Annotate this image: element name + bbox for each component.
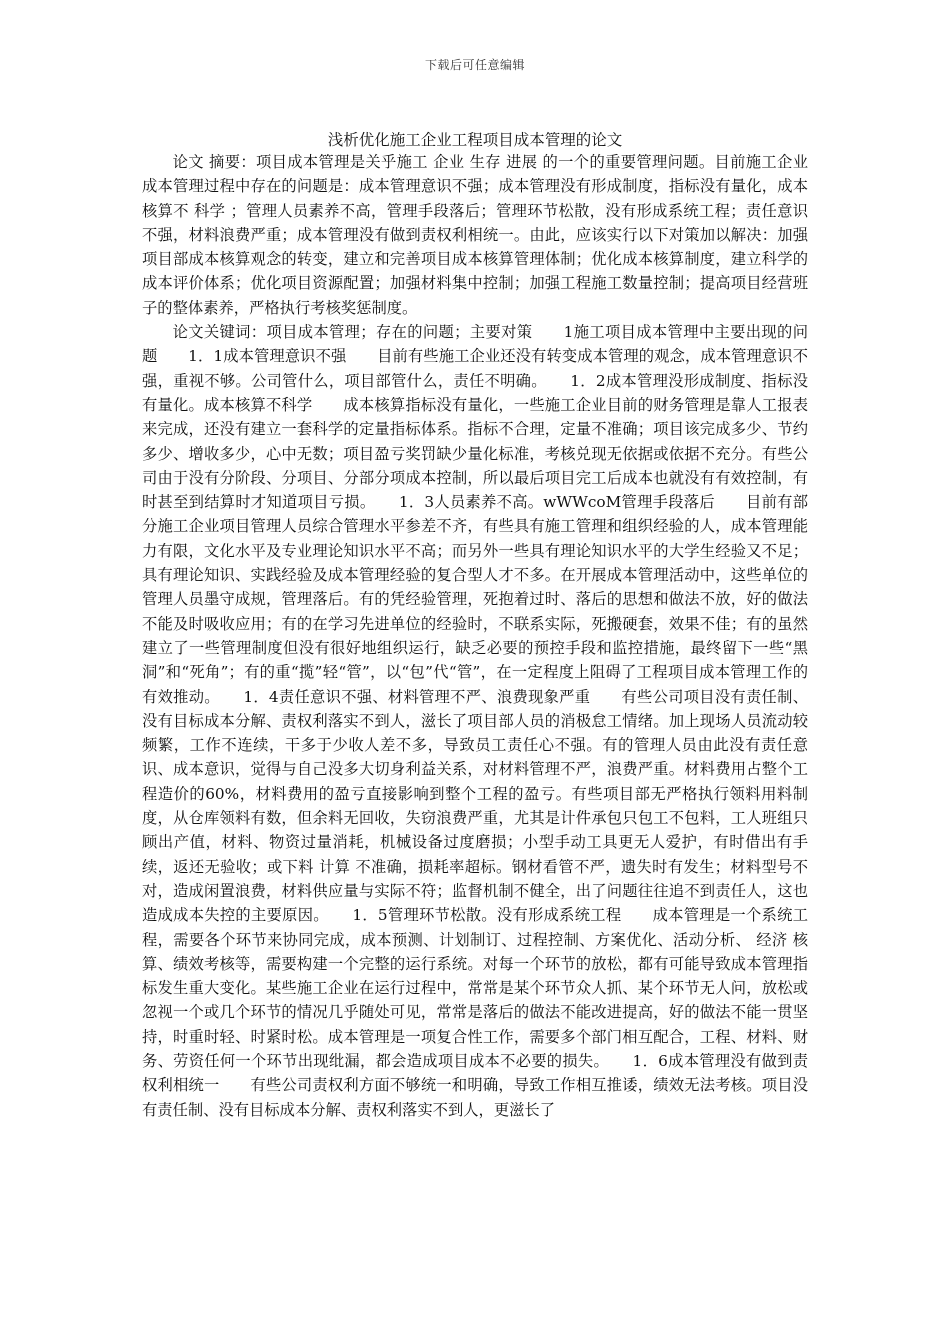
header-note: 下载后可任意编辑 — [424, 58, 525, 72]
document-body — [142, 150, 808, 1122]
abstract-paragraph: 论文 摘要：项目成本管理是关乎施工 企业 生存 进展 的一个的重要管理问题。目前施工企业成本管理过程中存在的问题是：成本管理意识不强；成本管理没有形成制度，指标没有量化，成本核算不 科学 ；管理人员素养不高，管理手段落后；管理环节松散，没有形成系统工程；责任意识不强，材料浪费严重；成本管理没有做到责权利相统一。由此，应该实行以下对策加以解决：加强项目部成本核算观念的转变，建立和完善项目成本核算管理体制；优化成本核算制度，建立科学的成本评价体系；优化项目资源配置；加强材料集中控制；加强工程施工数量控制；提高项目经营班子的整体素养，严格执行考核奖惩制度。 — [142, 153, 808, 317]
document-title: 浅析优化施工企业工程项目成本管理的论文 — [327, 131, 623, 149]
main-paragraph: 论文关键词：项目成本管理；存在的问题；主要对策 1施工项目成本管理中主要出现的问题 1．1成本管理意识不强 目前有些施工企业还没有转变成本管理的观念，成本管理意识不强，重视不够。公司管什么，项目部管什么，责任不明确。 1．2成本管理没形成制度、指标没有量化。成本核算不科学 成本核算指标没有量化，一些施工企业目前的财务管理是靠人工报表来完成，还没有建立一套科学的定量指标体系。指标不合理，定量不准确；项目该完成多少、节约多少、增收多少，心中无数；项目盈亏奖罚缺少量化标准，考核兑现无依据或依据不充分。有些公司由于没有分阶段、分项目、分部分项成本控制，所以最后项目完工后成本也就没有有效控制，有时甚至到结算时才知道项目亏损。 1．3人员素养不高。wWWcoM管理手段落后 目前有部分施工企业项目管理人员综合管理水平参差不齐，有些具有施工管理和组织经验的人，成本管理能力有限，文化水平及专业理论知识水平不高；而另外一些具有理论知识水平的大学生经验又不足；具有理论知识、实践经验及成本管理经验的复合型人才不多。在开展成本管理活动中，这些单位的管理人员墨守成规，管理落后。有的凭经验管理，死抱着过时、落后的思想和做法不放，好的做法不能及时吸收应用；有的在学习先进单位的经验时，不联系实际，死搬硬套，效果不佳；有的虽然建立了一些管理制度但没有很好地组织运行，缺乏必要的预控手段和监控措施，最终留下一些“黑洞”和“死角”；有的重“揽”轻“管”，以“包”代“管”，在一定程度上阻碍了工程项目成本管理工作的有效推动。 1．4责任意识不强、材料管理不严、浪费现象严重 有些公司项目没有责任制、没有目标成本分解、责权利落实不到人，滋长了项目部人员的消极怠工情绪。加上现场人员流动较频繁，工作不连续，干多于少收人差不多，导致员工责任心不强。有的管理人员由此没有责任意识、成本意识，觉得与自己没多大切身利益关系，对材料管理不严，浪费严重。材料费用占整个工程造价的60%，材料费用的盈亏直接影响到整个工程的盈亏。有些项目部无严格执行领料用料制度，从仓库领料有数，但余料无回收，失窃浪费严重，尤其是计件承包只包工不包料，工人班组只顾出产值，材料、物资过量消耗，机械设备过度磨损；小型手动工具更无人爱护，有时借出有手续，返还无验收；或下料 计算 不准确，损耗率超标。钢材看管不严，遗失时有发生；材料型号不对，造成闲置浪费，材料供应量与实际不符；监督机制不健全，出了问题往往追不到责任人，这也造成成本失控的主要原因。 1．5管理环节松散。没有形成系统工程 成本管理是一个系统工程，需要各个环节来协同完成，成本预测、计划制订、过程控制、方案优化、活动分析、 经济 核算、绩效考核等，需要构建一个完整的运行系统。对每一个环节的放松，都有可能导致成本管理指标发生重大变化。某些施工企业在运行过程中，常常是某个环节众人抓、某个环节无人问，放松或忽视一个或几个环节的情况几乎随处可见，常常是落后的做法不能改进提高，好的做法不能一贯坚持，时重时轻、时紧时松。成本管理是一项复合性工作，需要多个部门相互配合，工程、材料、财务、劳资任何一个环节出现纰漏，都会造成项目成本不必要的损失。 1．6成本管理没有做到责权利相统一 有些公司责权利方面不够统一和明确，导致工作相互推诿，绩效无法考核。项目没有责任制、没有目标成本分解、责权利落实不到人，更滋长了 — [142, 323, 808, 1119]
